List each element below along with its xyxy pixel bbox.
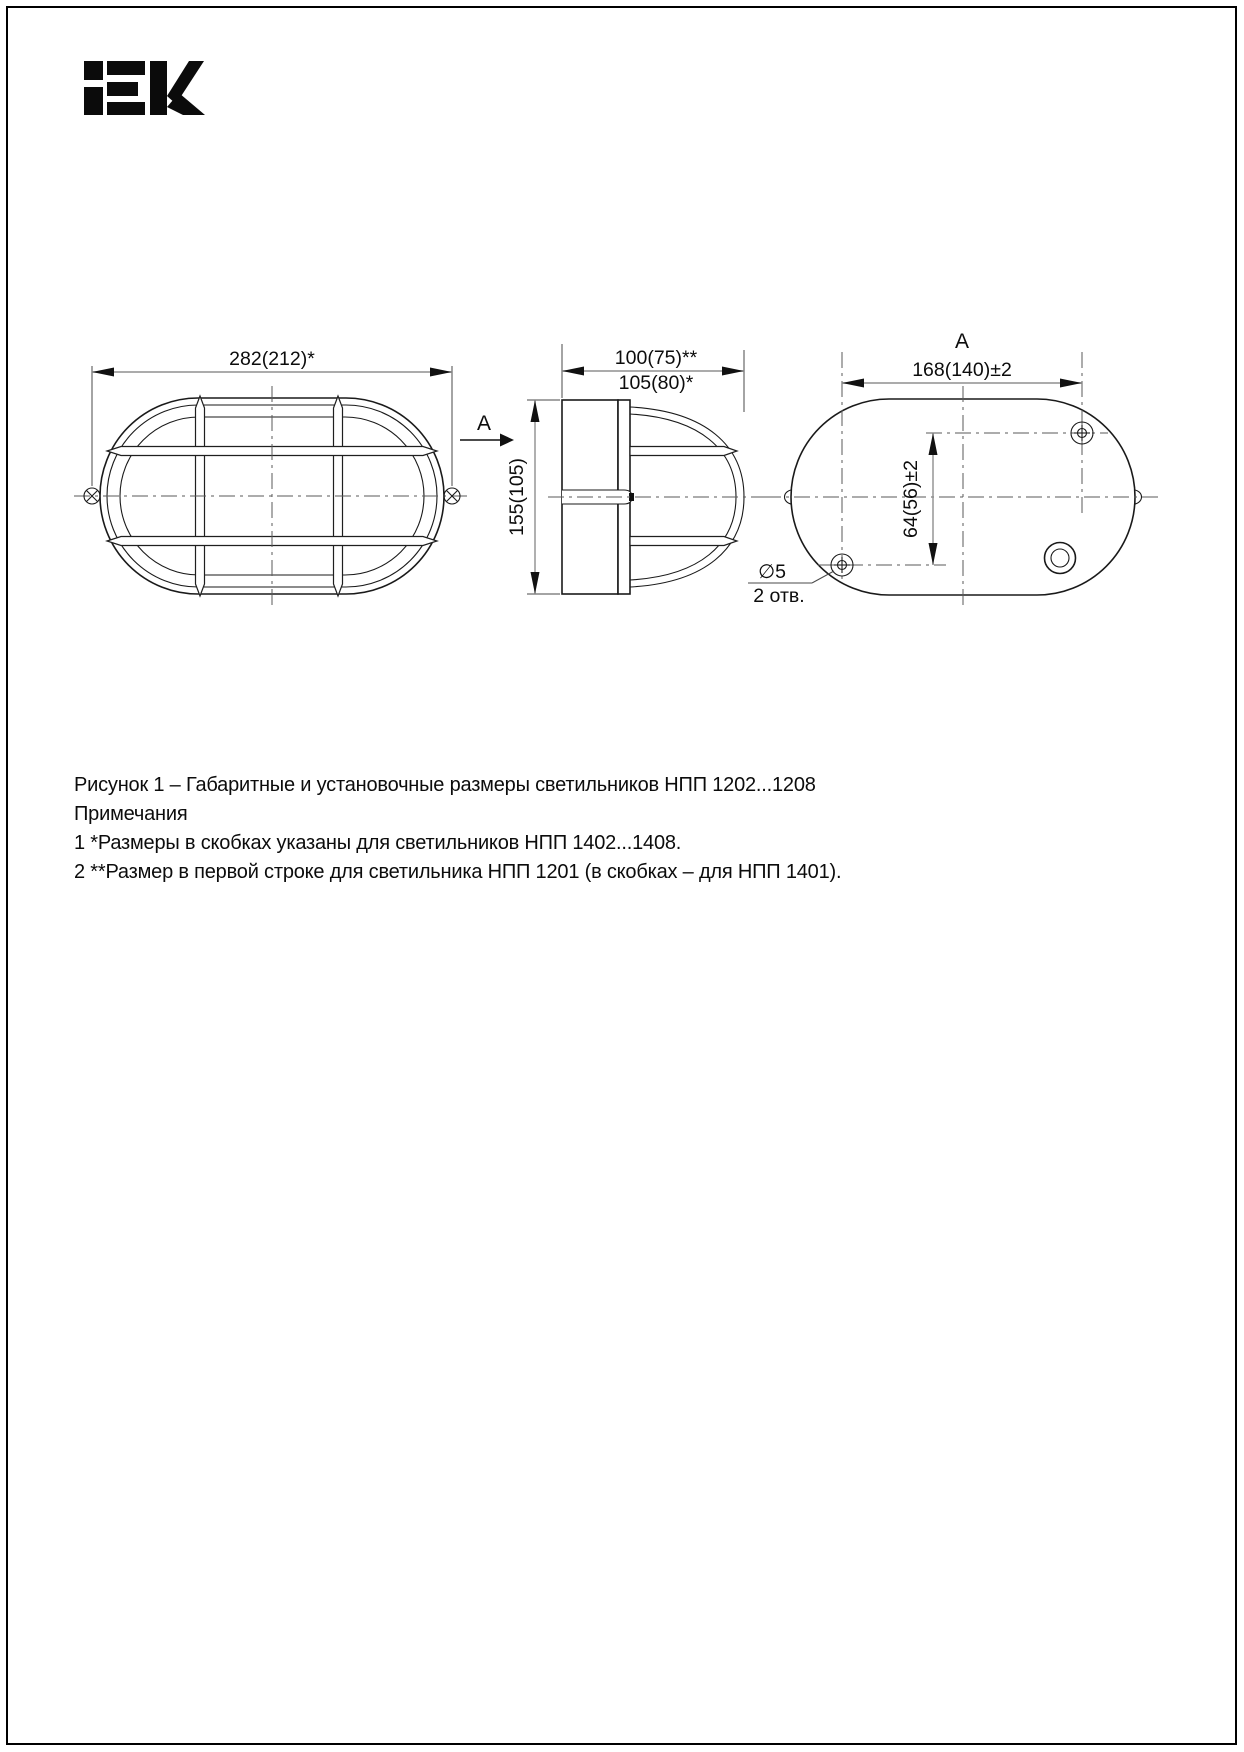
note-1: 1 *Размеры в скобках указаны для светильников НПП 1402...1408.: [74, 832, 682, 854]
front-width-dimension: 282(212)*: [229, 348, 315, 370]
view-direction-arrow: [460, 412, 514, 447]
front-view: [74, 348, 470, 608]
side-depth-dimension-top: 100(75)**: [614, 347, 698, 369]
rear-view: [748, 330, 1162, 610]
side-height-dimension: 155(105): [506, 457, 528, 537]
view-arrow-label: A: [476, 412, 492, 435]
side-view: [506, 344, 766, 594]
cage-horizontal-bar: [630, 537, 737, 546]
cage-horizontal-bar: [630, 447, 737, 456]
rear-view-label: A: [954, 330, 970, 353]
mounting-hole: [1071, 422, 1093, 444]
rear-mount-width-dimension: 168(140)±2: [912, 359, 1012, 381]
rear-mount-height-dimension: 64(56)±2: [900, 460, 922, 538]
notes-title: Примечания: [74, 803, 188, 825]
side-depth-dimension-bottom: 105(80)*: [618, 372, 694, 394]
note-2: 2 **Размер в первой строке для светильника НПП 1201 (в скобках – для НПП 1401).: [74, 861, 842, 883]
hole-count-label: 2 отв.: [753, 585, 805, 607]
figure-caption-block: [74, 771, 841, 887]
figure-caption: Рисунок 1 – Габаритные и установочные размеры светильников НПП 1202...1208: [74, 774, 816, 796]
hole-diameter-label: ∅5: [758, 561, 786, 583]
iek-logo: [84, 61, 205, 115]
mounting-hole: [831, 554, 853, 576]
